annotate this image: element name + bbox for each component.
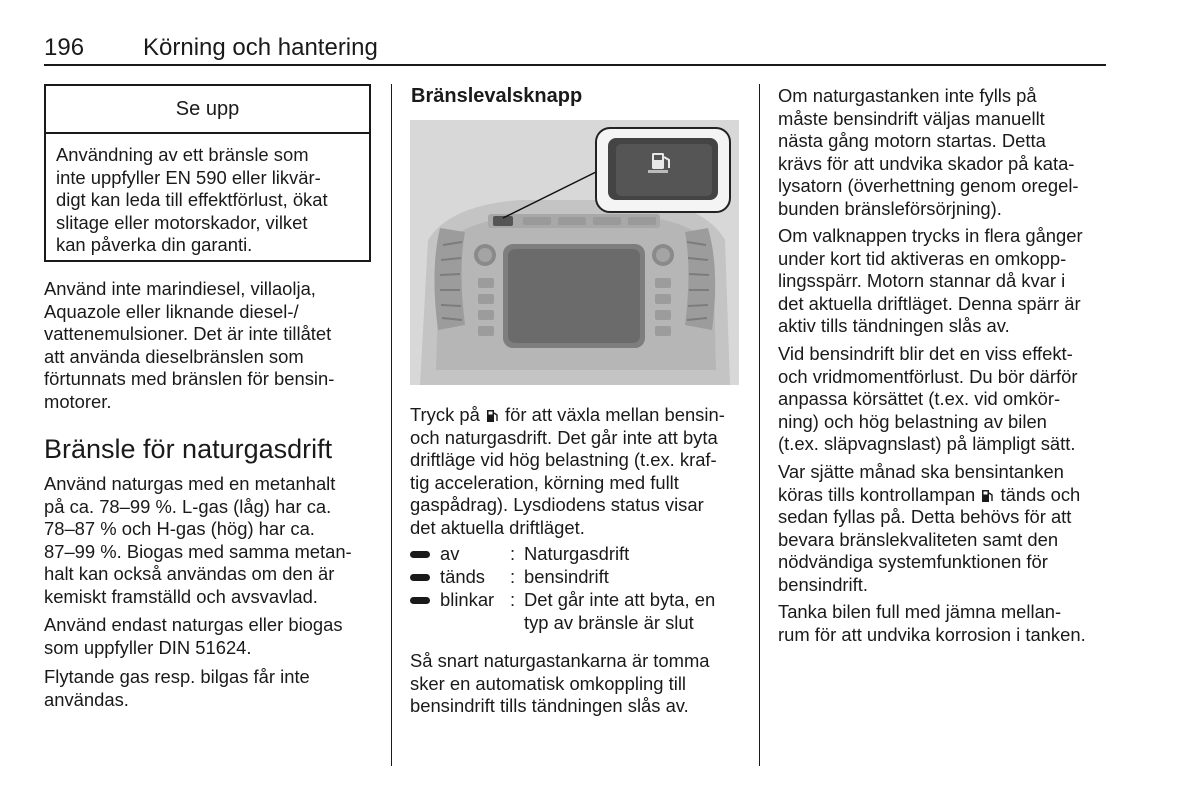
col2-paragraph-1-rest: för att växla mellan bensin- och naturgasdrift. Det går inte att byta driftläge vid hög belastning (t.ex. kraf- tig acceleration, körning med fullt gaspådrag). Lysdiodens status visar det aktuella driftläget. xyxy=(410,404,725,538)
legend-separator: : xyxy=(510,543,516,564)
col1-paragraph-4: Flytande gas resp. bilgas får inte användas. xyxy=(44,666,310,710)
col2-paragraph-1 xyxy=(410,404,725,540)
header-divider xyxy=(44,64,1106,66)
legend-row-blinking xyxy=(410,589,740,635)
page-number: 196 xyxy=(44,34,85,61)
col1-paragraph-3: Använd endast naturgas eller biogas som uppfyller DIN 51624. xyxy=(44,614,343,658)
col2-paragraph-2: Så snart naturgastankarna är tomma sker en automatisk omkoppling till bensindrift tills tändningen slås av. xyxy=(410,650,710,717)
col2-paragraph-1-lead: Tryck på xyxy=(410,404,485,425)
col3-paragraph-1: Om naturgastanken inte fylls på måste bensindrift väljas manuellt nästa gång motorn startas. Detta krävs för att undvika skador på kata- lysatorn (överhettning genom oregel- bunden bränsleförsörjning). xyxy=(778,85,1079,219)
column-divider-2 xyxy=(759,84,760,766)
fuel-pump-icon xyxy=(487,409,498,423)
col3-paragraph-2: Om valknappen trycks in flera gånger under kort tid aktiveras en omkopp- lingsspärr. Motorn stannar då kvar i det aktuella driftläget. Denna spärr är aktiv tills tändningen slås av. xyxy=(778,225,1083,337)
legend-key: av xyxy=(440,543,460,564)
legend-key: tänds xyxy=(440,566,485,587)
legend-row-on xyxy=(410,566,740,589)
page-title: Körning och hantering xyxy=(143,34,378,61)
dashboard-illustration xyxy=(410,120,739,385)
led-indicator-icon xyxy=(410,574,430,581)
legend-key: blinkar xyxy=(440,589,495,610)
warning-heading: Se upp xyxy=(46,86,369,134)
legend-value: Naturgasdrift xyxy=(524,543,630,564)
fuel-pump-icon xyxy=(982,489,993,503)
legend-separator: : xyxy=(510,566,516,587)
col3-paragraph-4-lead: Var sjätte månad ska bensintanken köras tills kontrollampan xyxy=(778,461,1064,505)
led-indicator-icon xyxy=(410,551,430,558)
warning-box xyxy=(44,84,371,262)
legend-row-off xyxy=(410,543,740,566)
legend-value: Det går inte att byta, en typ av bränsle är slut xyxy=(524,589,716,633)
section-heading: Bränsle för naturgasdrift xyxy=(44,434,333,464)
led-indicator-icon xyxy=(410,597,430,604)
legend-separator: : xyxy=(510,589,516,610)
col3-paragraph-4 xyxy=(778,461,1080,597)
col3-paragraph-3: Vid bensindrift blir det en viss effekt- och vridmomentförlust. Du bör därför anpassa körsättet (t.ex. vid omkör- ning) och hög belastning av bilen (t.ex. släpvagnslast) på lämpligt sätt. xyxy=(778,343,1078,455)
col1-paragraph-2: Använd naturgas med en metanhalt på ca. 78–99 %. L-gas (låg) har ca. 78–87 % och H-gas (hög) har ca. 87–99 %. Biogas med samma metan- halt kan också användas om den är kemiskt framställd och avsvavlad. xyxy=(44,473,352,607)
col3-paragraph-5: Tanka bilen full med jämna mellan- rum för att undvika korrosion i tanken. xyxy=(778,601,1086,645)
dashboard-drawing xyxy=(410,120,739,385)
col3-paragraph-4-rest: tänds och sedan fyllas på. Detta behövs för att bevara bränslekvaliteten samt den nödvändiga systemfunktionen för bensindrift. xyxy=(778,483,1081,595)
column-divider-1 xyxy=(391,84,392,766)
subsection-heading: Bränslevalsknapp xyxy=(411,85,583,107)
legend-value: bensindrift xyxy=(524,566,609,587)
warning-text: Användning av ett bränsle som inte uppfyller EN 590 eller likvär- digt kan leda till effektförlust, ökat slitage eller motorskador, vilket kan påverka din garanti. xyxy=(56,144,328,256)
col1-paragraph-1: Använd inte marindiesel, villaolja, Aquazole eller liknande diesel-/ vattenemulsioner. Det är inte tillåtet att använda dieselbränslen som förtunnats med bränslen för bensin- motorer. xyxy=(44,278,335,412)
